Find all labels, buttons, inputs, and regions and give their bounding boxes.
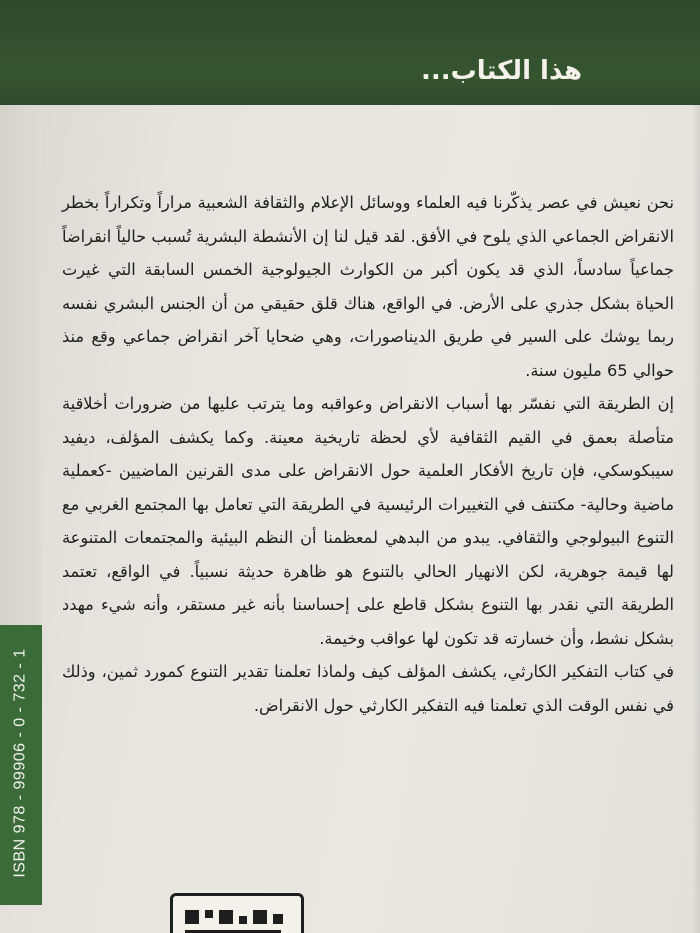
section-title: هذا الكتاب... xyxy=(421,56,582,86)
title-band xyxy=(0,0,700,105)
page-shadow xyxy=(692,105,700,933)
qr-code-icon xyxy=(170,893,304,933)
blurb-paragraph-3: في كتاب التفكير الكارثي، يكشف المؤلف كيف ولماذا تعلمنا تقدير التنوع كمورد ثمين، وذلك في نفس الوقت الذي تعلمنا فيه التفكير الكارثي حول الانقراض. xyxy=(62,662,674,715)
blurb-text xyxy=(62,186,674,722)
blurb-paragraph-2: إن الطريقة التي نفسّر بها أسباب الانقراض وعواقبه وما يترتب عليها من ضرورات أخلاقية متأصلة بعمق في القيم الثقافية لأي لحظة تاريخية معينة. وكما يكشف المؤلف، ديفيد سيبكوسكي، فإن تاريخ الأفكار العلمية حول الانقراض على مدى القرنين الماضيين -كعملية ماضية وحالية- مكتنف في التغييرات الرئيسية في الطريقة التي تعامل بها المجتمع الغربي مع التنوع البيولوجي والثقافي. يبدو من البدهي لمعظمنا أن النظم البيئية والمجتمعات المتنوعة لها قيمة جوهرية، لكن الانهيار الحالي بالتنوع هو ظاهرة حديثة نسبياً. في الواقع، تعتمد الطريقة التي نقدر بها التنوع بشكل قاطع على إحساسنا بأنه غير مستقر، وأنه شيء مهدد بشكل نشط، وأن خسارته قد تكون لها عواقب وخيمة. xyxy=(62,394,674,648)
isbn-label-wrapper xyxy=(4,625,38,900)
spine-edge xyxy=(0,105,42,625)
blurb-paragraph-1: نحن نعيش في عصر يذكّرنا فيه العلماء ووسائل الإعلام والثقافة الشعبية مراراً وتكراراً بخطر الانقراض الجماعي الذي يلوح في الأفق. لقد قيل لنا إن الأنشطة البشرية تُسبب حالياً انقراضاً جماعياً سادساً، الذي قد يكون أكبر من الكوارث الجيولوجية الخمس السابقة التي غيرت الحياة بشكل جذري على الأرض. في الواقع، هناك قلق حقيقي من أن الجنس البشري نفسه ربما يوشك على السير في طريق الديناصورات، وهي ضحايا آخر انقراض جماعي وقع منذ حوالي 65 مليون سنة. xyxy=(62,193,674,380)
isbn-number: ISBN 978 - 99906 - 0 - 732 - 1 xyxy=(12,647,29,878)
